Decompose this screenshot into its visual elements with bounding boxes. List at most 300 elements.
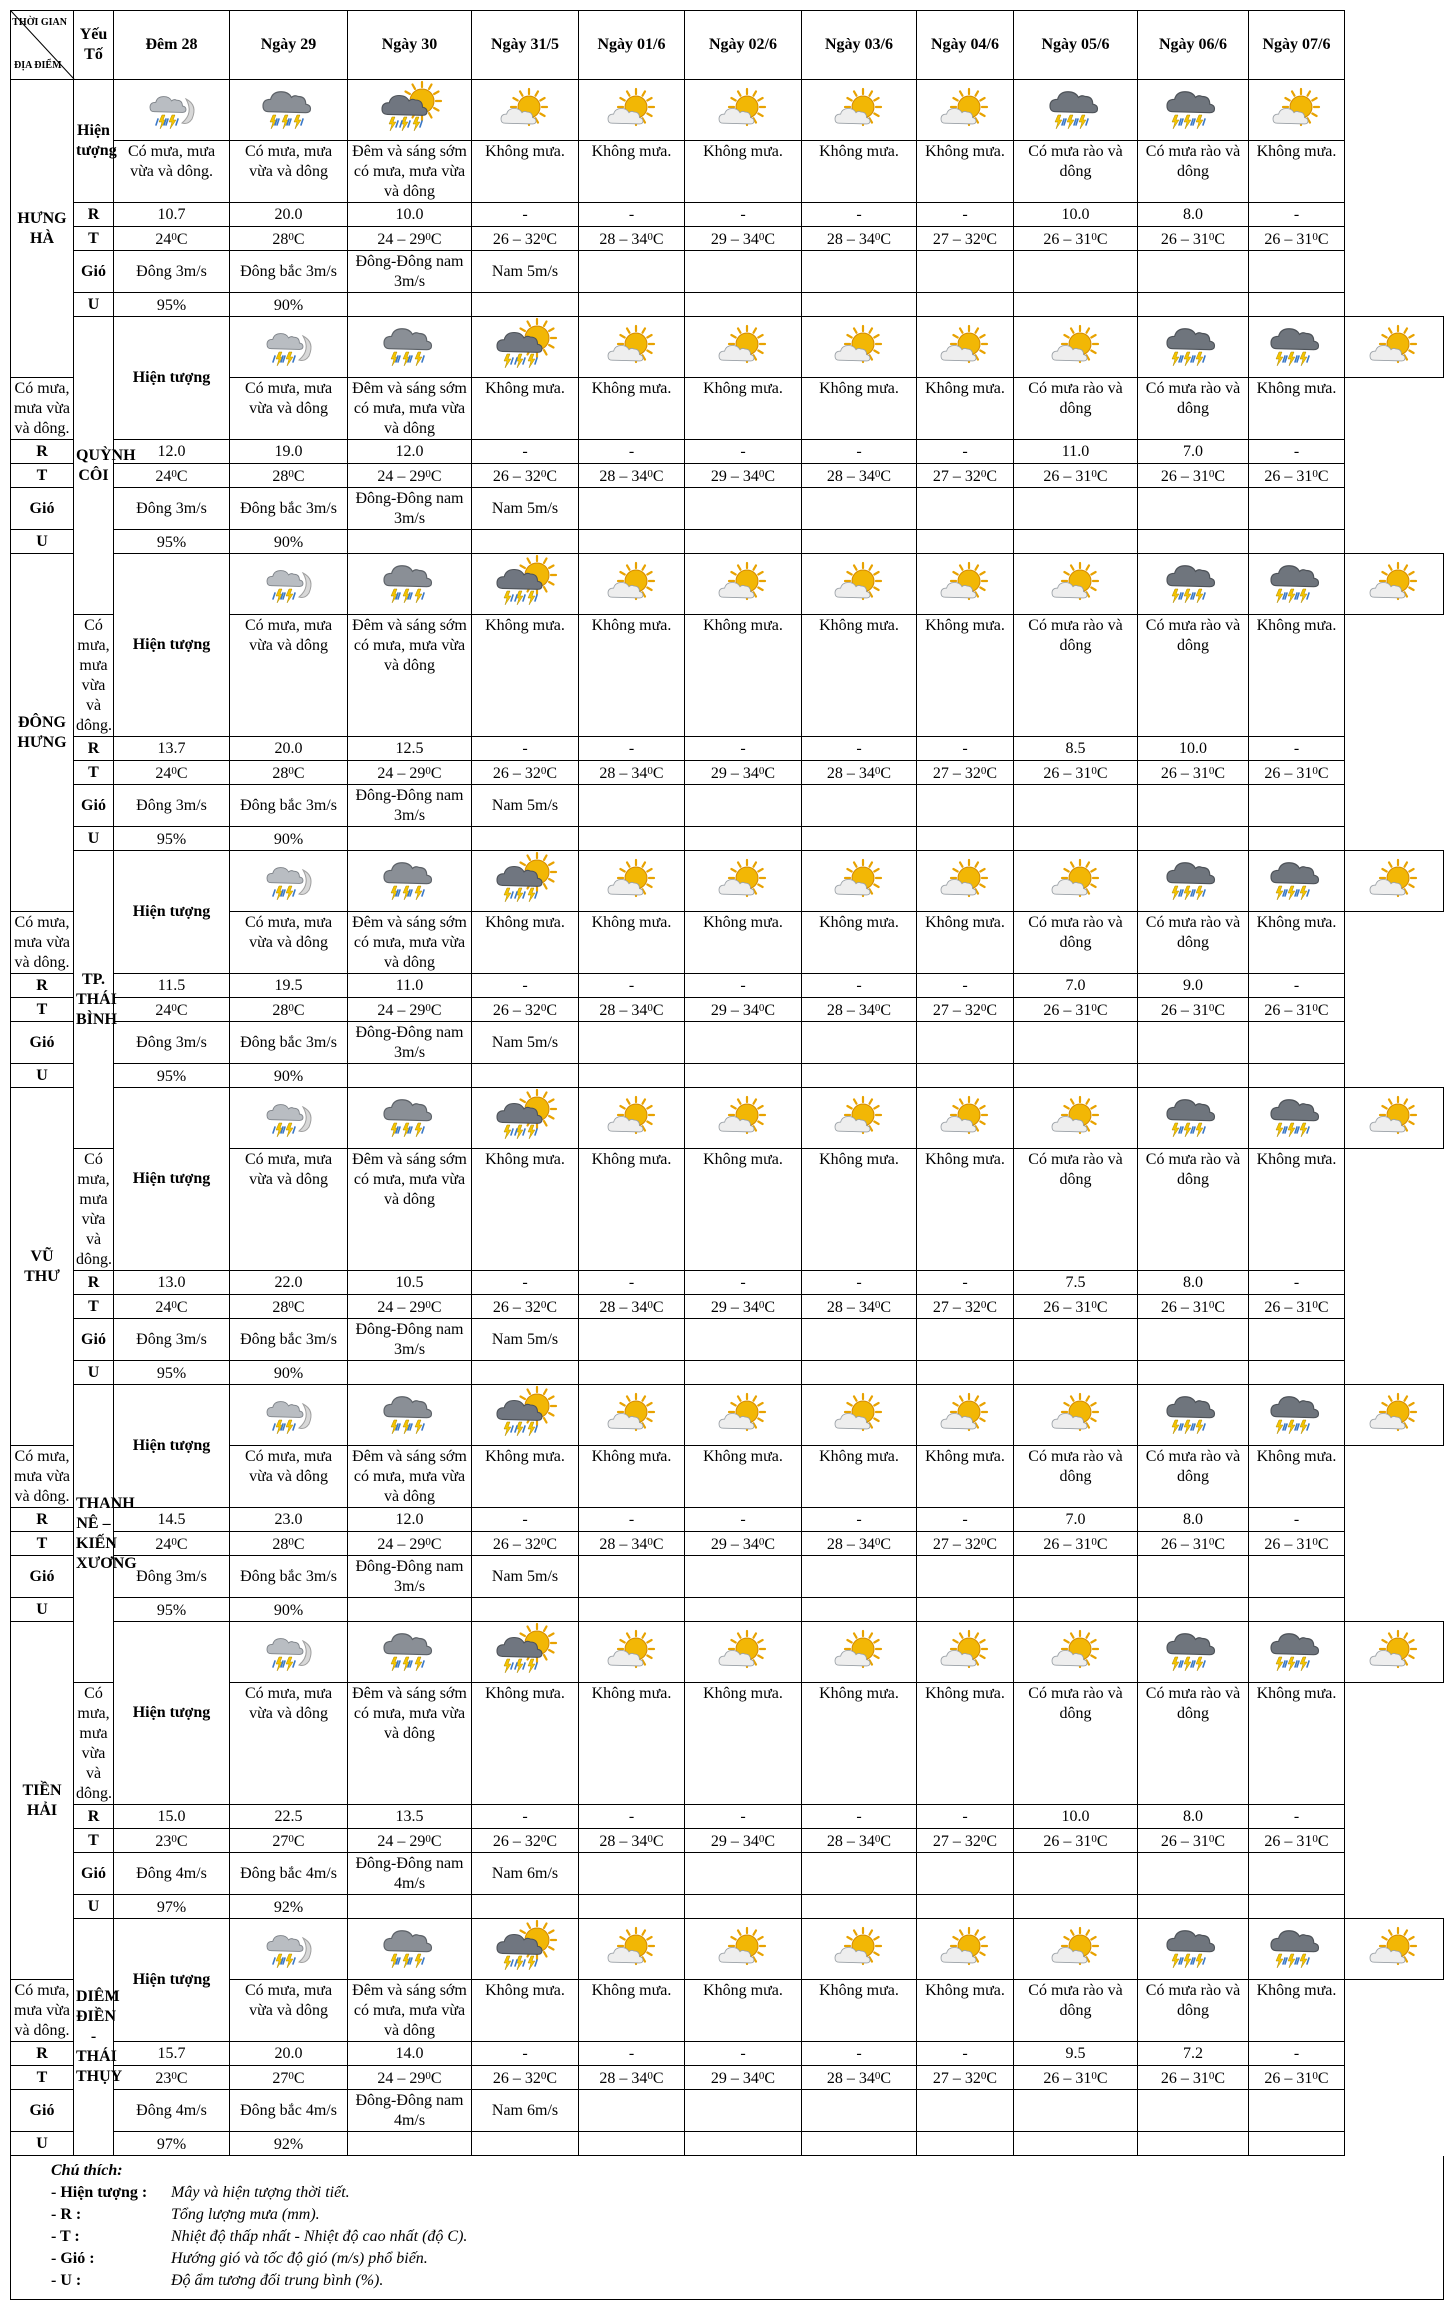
humidity-value (685, 1895, 802, 1919)
temperature-value (472, 998, 579, 1022)
degree-sign: 0 (288, 1536, 294, 1548)
partly-cloudy-icon (602, 320, 662, 376)
humidity-value (1138, 827, 1249, 851)
phenomenon-text-row (11, 141, 1444, 203)
night-thunderstorm-icon (259, 320, 319, 376)
phenomenon-text: Đêm và sáng sớm có mưa, mưa vừa và dông (348, 912, 472, 974)
temperature-value (348, 761, 472, 785)
temperature-unit: C (652, 1833, 664, 1850)
weather-icon-cell (1249, 317, 1345, 378)
rain-value: 22.0 (230, 1271, 348, 1295)
phenomenon-text: Không mưa. (685, 141, 802, 203)
degree-sign: 0 (1312, 1002, 1318, 1014)
temperature-range: 26 – 31 (1160, 1002, 1209, 1019)
wind-value: Đông-Đông nam 3m/s (348, 1022, 472, 1064)
temperature-value (472, 1829, 579, 1853)
humidity-value (472, 1895, 579, 1919)
temperature-unit: C (176, 2070, 188, 2087)
phenomenon-text: Không mưa. (917, 615, 1014, 737)
wind-value (1014, 488, 1138, 530)
weather-icon-cell (917, 1385, 1014, 1446)
degree-sign: 0 (980, 1299, 987, 1311)
rain-value: 14.5 (114, 1508, 230, 1532)
degree-sign: 0 (1208, 468, 1215, 480)
temperature-range: 28 – 34 (599, 1833, 648, 1850)
humidity-row (11, 1361, 1444, 1385)
degree-sign: 0 (1208, 1536, 1215, 1548)
degree-sign: 0 (1091, 1536, 1097, 1548)
wind-value: Đông-Đông nam 3m/s (348, 488, 472, 530)
temperature-value (472, 761, 579, 785)
wind-value (917, 488, 1014, 530)
wind-value: Nam 6m/s (472, 2090, 579, 2132)
degree-sign: 0 (1208, 1002, 1215, 1014)
weather-icon-cell (579, 317, 685, 378)
degree-sign: 0 (171, 1002, 177, 1014)
temperature-row (11, 227, 1444, 251)
weather-icon-cell (1014, 1088, 1138, 1149)
temperature-unit: C (293, 1299, 305, 1316)
degree-sign: 0 (874, 1833, 881, 1845)
wind-value: Đông-Đông nam 3m/s (348, 1319, 472, 1361)
weather-icon-cell (114, 80, 230, 141)
rain-value: - (802, 1271, 917, 1295)
weather-icon-cell (348, 1088, 472, 1149)
phenomenon-icon-row (11, 1385, 1444, 1446)
temperature-range: 23 (155, 1833, 172, 1850)
humidity-value (579, 1064, 685, 1088)
degree-sign: 0 (1091, 1299, 1097, 1311)
humidity-value: 97% (114, 1895, 230, 1919)
rain-value: - (579, 974, 685, 998)
phenomenon-text: Không mưa. (579, 1683, 685, 1805)
phenomenon-text: Không mưa. (802, 141, 917, 203)
temperature-unit: C (1096, 765, 1108, 782)
wind-value (579, 1853, 685, 1895)
cloud-thunder-shower-icon (1163, 854, 1223, 910)
partly-cloudy-icon (713, 1922, 773, 1978)
rain-value: - (1249, 737, 1345, 761)
partly-cloudy-icon (935, 854, 995, 910)
factor-label-phenomenon: Hiện tượng (114, 1919, 230, 2042)
phenomenon-text: Không mưa. (802, 912, 917, 974)
weather-icon-cell (472, 80, 579, 141)
degree-sign: 0 (540, 468, 547, 480)
temperature-value (1014, 761, 1138, 785)
phenomenon-text: Có mưa rào và dông (1138, 141, 1249, 203)
temperature-unit: C (176, 1833, 188, 1850)
temperature-value (579, 998, 685, 1022)
weather-icon-cell (1014, 1385, 1138, 1446)
humidity-value (1249, 1361, 1345, 1385)
temperature-value (348, 2066, 472, 2090)
temperature-range: 28 (272, 1002, 289, 1019)
weather-icon-cell (1014, 317, 1138, 378)
temperature-unit: C (764, 468, 776, 485)
rain-row (11, 974, 1444, 998)
humidity-value (685, 293, 802, 317)
temperature-unit: C (880, 468, 892, 485)
degree-sign: 0 (647, 1536, 653, 1548)
weather-icon-cell (1345, 851, 1444, 912)
wind-row (11, 251, 1444, 293)
temperature-value (917, 2066, 1014, 2090)
rain-value: 10.0 (1014, 1805, 1138, 1829)
factor-label-humidity: U (74, 1895, 114, 1919)
night-thunderstorm-icon (259, 1922, 319, 1978)
phenomenon-text: Không mưa. (472, 615, 579, 737)
rain-thunder-icon (380, 1388, 440, 1444)
humidity-value (802, 1895, 917, 1919)
weather-icon-cell (802, 80, 917, 141)
humidity-value (685, 530, 802, 554)
humidity-value (579, 1895, 685, 1919)
wind-value (685, 1022, 802, 1064)
weather-icon-cell (1014, 80, 1138, 141)
temperature-value (114, 1532, 230, 1556)
partly-cloudy-icon (829, 1625, 889, 1681)
weather-icon-cell (685, 1088, 802, 1149)
wind-value (917, 1853, 1014, 1895)
temperature-value (579, 1532, 685, 1556)
weather-icon-cell (1249, 1088, 1345, 1149)
factor-label-temp: T (74, 227, 114, 251)
wind-value (917, 1319, 1014, 1361)
temperature-row (11, 998, 1444, 1022)
temperature-unit: C (1214, 468, 1226, 485)
corner-time-label: THỜI GIAN (12, 17, 67, 28)
phenomenon-icon-row (11, 851, 1444, 912)
temperature-range: 29 – 34 (710, 1002, 759, 1019)
temperature-value (579, 761, 685, 785)
temperature-value (348, 227, 472, 251)
factor-label-humidity: U (11, 530, 74, 554)
wind-row (11, 2090, 1444, 2132)
partly-cloudy-icon (602, 1625, 662, 1681)
rain-value: - (1249, 440, 1345, 464)
degree-sign: 0 (171, 1299, 177, 1311)
phenomenon-text: Không mưa. (1249, 615, 1345, 737)
temperature-unit: C (176, 1002, 188, 1019)
partly-cloudy-icon (1046, 320, 1106, 376)
sun-cloud-thunder-icon (495, 320, 555, 376)
rain-value: 10.5 (348, 1271, 472, 1295)
humidity-value (1014, 293, 1138, 317)
phenomenon-text: Không mưa. (1249, 378, 1345, 440)
notes-title: Chú thích: (51, 2162, 123, 2179)
wind-row (11, 1022, 1444, 1064)
weather-icon-cell (1345, 317, 1444, 378)
temperature-value (1014, 2066, 1138, 2090)
humidity-value (685, 1064, 802, 1088)
rain-value: - (917, 1508, 1014, 1532)
degree-sign: 0 (1312, 1833, 1318, 1845)
temperature-unit: C (293, 1833, 305, 1850)
temperature-value (1249, 1295, 1345, 1319)
phenomenon-text: Không mưa. (917, 1980, 1014, 2042)
weather-icon-cell (1138, 1385, 1249, 1446)
temperature-unit: C (293, 231, 305, 248)
rain-thunder-icon (259, 83, 319, 139)
sun-cloud-thunder-icon (495, 1625, 555, 1681)
temperature-value (1138, 1532, 1249, 1556)
humidity-value (348, 1598, 472, 1622)
wind-row (11, 785, 1444, 827)
phenomenon-text: Không mưa. (579, 615, 685, 737)
rain-value: - (917, 203, 1014, 227)
humidity-value (685, 1361, 802, 1385)
weather-icon-cell (917, 317, 1014, 378)
humidity-value (917, 827, 1014, 851)
wind-value: Đông 3m/s (114, 785, 230, 827)
degree-sign: 0 (171, 1833, 177, 1845)
phenomenon-text: Có mưa rào và dông (1014, 378, 1138, 440)
weather-icon-cell (1138, 851, 1249, 912)
rain-value: - (1249, 1805, 1345, 1829)
partly-cloudy-icon (713, 854, 773, 910)
humidity-value (579, 827, 685, 851)
partly-cloudy-icon (935, 557, 995, 613)
temperature-unit: C (1214, 1299, 1226, 1316)
weather-icon-cell (1014, 1919, 1138, 1980)
degree-sign: 0 (540, 231, 547, 243)
wind-value (579, 1556, 685, 1598)
note-text: Mây và hiện tượng thời tiết. (171, 2184, 350, 2201)
day-header: Ngày 31/5 (472, 11, 579, 80)
humidity-value (685, 2132, 802, 2156)
phenomenon-text: Không mưa. (802, 378, 917, 440)
temperature-value (472, 1532, 579, 1556)
temperature-value (917, 998, 1014, 1022)
degree-sign: 0 (980, 1833, 987, 1845)
phenomenon-text: Có mưa rào và dông (1138, 615, 1249, 737)
wind-value (917, 251, 1014, 293)
temperature-unit: C (1096, 1002, 1108, 1019)
degree-sign: 0 (540, 765, 547, 777)
humidity-row (11, 530, 1444, 554)
rain-thunder-icon (380, 1922, 440, 1978)
temperature-value (472, 2066, 579, 2090)
factor-label-wind: Gió (74, 251, 114, 293)
temperature-range: 26 – 32 (492, 1299, 541, 1316)
wind-value: Đông 3m/s (114, 1022, 230, 1064)
temperature-unit: C (176, 468, 188, 485)
temperature-range: 24 – 29 (377, 1002, 426, 1019)
rain-value: 20.0 (230, 2042, 348, 2066)
rain-value: - (917, 1271, 1014, 1295)
phenomenon-text: Không mưa. (1249, 1446, 1345, 1508)
wind-value: Đông bắc 3m/s (230, 251, 348, 293)
degree-sign: 0 (647, 468, 653, 480)
wind-value: Đông bắc 3m/s (230, 785, 348, 827)
wind-value (802, 251, 917, 293)
weather-icon-cell (1249, 1622, 1345, 1683)
temperature-range: 28 – 34 (599, 231, 648, 248)
weather-icon-cell (472, 1919, 579, 1980)
phenomenon-text: Có mưa, mưa vừa và dông. (11, 912, 74, 974)
temperature-value (1014, 227, 1138, 251)
temperature-unit: C (430, 1536, 442, 1553)
degree-sign: 0 (540, 1833, 547, 1845)
wind-value (1138, 488, 1249, 530)
wind-value: Nam 6m/s (472, 1853, 579, 1895)
temperature-unit: C (986, 1536, 998, 1553)
temperature-unit: C (546, 1833, 558, 1850)
temperature-unit: C (430, 231, 442, 248)
temperature-value (917, 761, 1014, 785)
temperature-value (1138, 1829, 1249, 1853)
degree-sign: 0 (1091, 765, 1097, 777)
temperature-unit: C (652, 1536, 664, 1553)
temperature-range: 26 – 32 (492, 765, 541, 782)
phenomenon-text: Đêm và sáng sớm có mưa, mưa vừa và dông (348, 141, 472, 203)
partly-cloudy-icon (1364, 557, 1424, 613)
temperature-unit: C (176, 765, 188, 782)
temperature-range: 26 – 31 (1160, 1833, 1209, 1850)
rain-value: 11.5 (114, 974, 230, 998)
humidity-row (11, 827, 1444, 851)
degree-sign: 0 (647, 231, 653, 243)
temperature-range: 28 (272, 1536, 289, 1553)
wind-value (1014, 1853, 1138, 1895)
factor-label-humidity: U (11, 2132, 74, 2156)
factor-label-phenomenon: Hiện tượng (114, 1622, 230, 1805)
temperature-value (1249, 227, 1345, 251)
temperature-range: 26 – 31 (1043, 1536, 1092, 1553)
day-header: Ngày 04/6 (917, 11, 1014, 80)
wind-value (579, 488, 685, 530)
temperature-unit: C (293, 1536, 305, 1553)
temperature-range: 26 – 32 (492, 468, 541, 485)
rain-value: 19.0 (230, 440, 348, 464)
wind-value: Đông 3m/s (114, 251, 230, 293)
partly-cloudy-icon (713, 83, 773, 139)
location-name: ĐÔNG HƯNG (11, 554, 74, 912)
factor-label-phenomenon: Hiện tượng (74, 80, 114, 203)
partly-cloudy-icon (602, 557, 662, 613)
temperature-value (114, 227, 230, 251)
temperature-value (348, 1295, 472, 1319)
rain-value: 8.0 (1138, 1508, 1249, 1532)
factor-label-rain: R (74, 203, 114, 227)
partly-cloudy-icon (829, 854, 889, 910)
temperature-value (579, 1829, 685, 1853)
day-header: Ngày 07/6 (1249, 11, 1345, 80)
temperature-range: 28 – 34 (826, 231, 875, 248)
temperature-unit: C (1214, 231, 1226, 248)
phenomenon-text: Có mưa, mưa vừa và dông. (11, 378, 74, 440)
weather-icon-cell (1249, 1385, 1345, 1446)
weather-icon-cell (348, 851, 472, 912)
phenomenon-text: Không mưa. (685, 1149, 802, 1271)
temperature-value (579, 464, 685, 488)
wind-row (11, 1556, 1444, 1598)
rain-value: - (917, 737, 1014, 761)
humidity-row (11, 293, 1444, 317)
temperature-unit: C (986, 1833, 998, 1850)
humidity-value (1014, 530, 1138, 554)
partly-cloudy-icon (935, 1922, 995, 1978)
cloud-thunder-shower-icon (1163, 1388, 1223, 1444)
rain-row (11, 737, 1444, 761)
humidity-value (1014, 1361, 1138, 1385)
rain-value: - (472, 1805, 579, 1829)
degree-sign: 0 (874, 468, 881, 480)
wind-value (1014, 1022, 1138, 1064)
rain-value: 8.5 (1014, 737, 1138, 761)
weather-icon-cell (579, 554, 685, 615)
night-thunderstorm-icon (259, 1091, 319, 1147)
wind-value (917, 2090, 1014, 2132)
rain-thunder-icon (380, 557, 440, 613)
temperature-unit: C (1096, 1299, 1108, 1316)
temperature-unit: C (1317, 1536, 1329, 1553)
partly-cloudy-icon (829, 320, 889, 376)
weather-icon-cell (685, 851, 802, 912)
phenomenon-text: Có mưa rào và dông (1014, 615, 1138, 737)
wind-value: Đông 3m/s (114, 488, 230, 530)
day-header: Ngày 05/6 (1014, 11, 1138, 80)
temperature-value (1249, 2066, 1345, 2090)
rain-value: - (802, 1805, 917, 1829)
rain-value: - (802, 440, 917, 464)
temperature-range: 29 – 34 (710, 1536, 759, 1553)
phenomenon-text: Không mưa. (472, 1980, 579, 2042)
cloud-thunder-shower-icon (1163, 1091, 1223, 1147)
rain-value: 15.7 (114, 2042, 230, 2066)
note-line (51, 2272, 383, 2290)
humidity-value (1014, 1598, 1138, 1622)
humidity-value: 90% (230, 1361, 348, 1385)
humidity-value (472, 827, 579, 851)
temperature-value (802, 1295, 917, 1319)
phenomenon-text: Không mưa. (579, 378, 685, 440)
cloud-thunder-shower-icon (1267, 1625, 1327, 1681)
rain-thunder-icon (380, 320, 440, 376)
temperature-value (230, 1295, 348, 1319)
phenomenon-text: Không mưa. (917, 1149, 1014, 1271)
degree-sign: 0 (758, 765, 765, 777)
rain-value: - (685, 1805, 802, 1829)
weather-icon-cell (802, 317, 917, 378)
partly-cloudy-icon (602, 1922, 662, 1978)
temperature-range: 24 – 29 (377, 468, 426, 485)
temperature-value (685, 761, 802, 785)
temperature-range: 27 – 32 (932, 1833, 981, 1850)
weather-icon-cell (579, 1919, 685, 1980)
weather-icon-cell (348, 80, 472, 141)
rain-value: - (1249, 203, 1345, 227)
phenomenon-text: Không mưa. (917, 912, 1014, 974)
degree-sign: 0 (874, 231, 881, 243)
humidity-value (579, 2132, 685, 2156)
rain-value: - (1249, 974, 1345, 998)
temperature-range: 24 (155, 765, 172, 782)
temperature-unit: C (880, 1002, 892, 1019)
phenomenon-text: Không mưa. (917, 1446, 1014, 1508)
temperature-range: 28 – 34 (826, 1002, 875, 1019)
weather-icon-cell (685, 80, 802, 141)
partly-cloudy-icon (713, 557, 773, 613)
temperature-unit: C (764, 1833, 776, 1850)
temperature-unit: C (1096, 2070, 1108, 2087)
degree-sign: 0 (1208, 2070, 1215, 2082)
rain-value: 13.0 (114, 1271, 230, 1295)
temperature-unit: C (176, 1536, 188, 1553)
cloud-thunder-shower-icon (1163, 83, 1223, 139)
phenomenon-text: Không mưa. (1249, 141, 1345, 203)
humidity-value (1249, 293, 1345, 317)
